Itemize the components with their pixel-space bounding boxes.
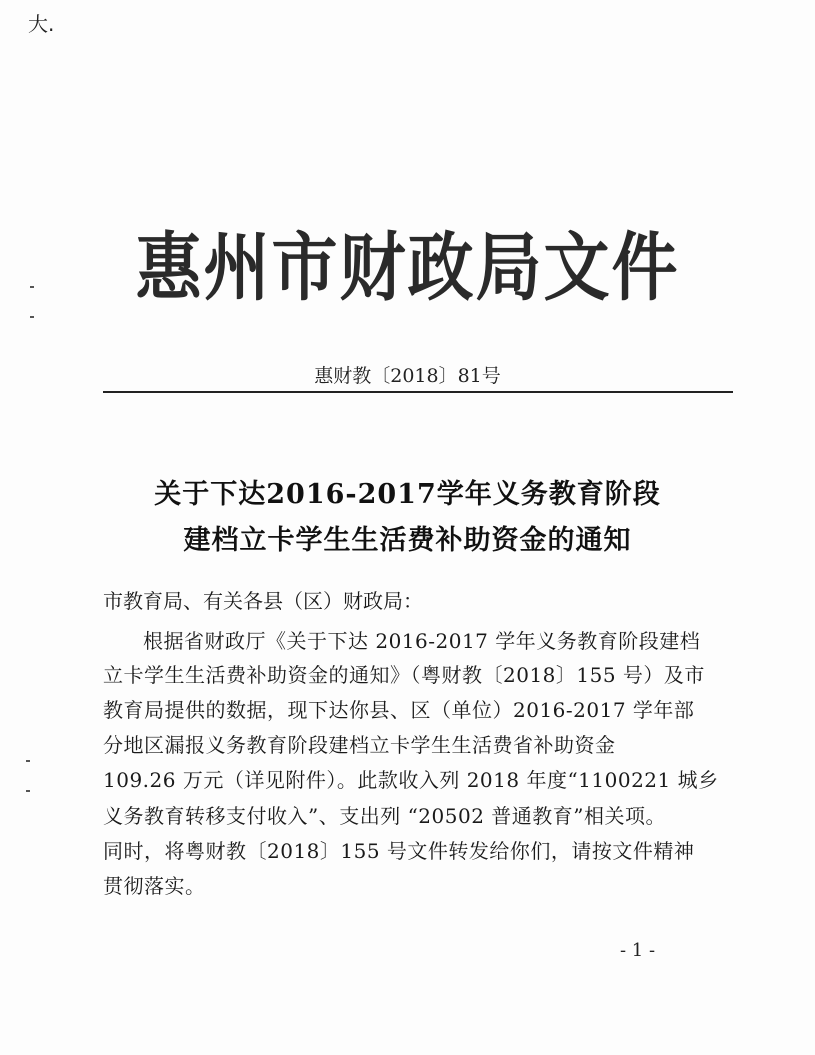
masthead-divider — [103, 391, 733, 393]
scan-speck — [30, 316, 34, 318]
body-line: 同时，将粤财教〔2018〕155 号文件转发给你们，请按文件精神 — [103, 839, 695, 863]
body-line: 根据省财政厅《关于下达 2016-2017 学年义务教育阶段建档 — [143, 629, 701, 653]
page-number: - 1 - — [620, 940, 656, 961]
body-line: 贯彻落实。 — [103, 874, 206, 898]
document-masthead: 惠州市财政局文件 — [135, 224, 680, 312]
scan-speck — [26, 760, 30, 762]
body-line: 义务教育转移支付收入”、支出列 “20502 普通教育”相关项。 — [103, 804, 667, 828]
scan-speck — [26, 790, 30, 792]
body-line: 立卡学生生活费补助资金的通知》（粤财教〔2018〕155 号）及市 — [103, 663, 705, 687]
handwritten-mark: 大. — [28, 12, 55, 36]
body-line: 分地区漏报义务教育阶段建档立卡学生生活费省补助资金 — [103, 733, 616, 757]
salutation: 市教育局、有关各县（区）财政局： — [103, 589, 423, 613]
document-number: 惠财教〔2018〕81号 — [314, 365, 501, 387]
title-line-2: 建档立卡学生生活费补助资金的通知 — [183, 525, 632, 556]
title-line-1: 关于下达2016-2017学年义务教育阶段 — [154, 479, 661, 510]
body-line: 教育局提供的数据，现下达你县、区（单位）2016-2017 学年部 — [103, 698, 695, 722]
body-line: 109.26 万元（详见附件）。此款收入列 2018 年度“1100221 城乡 — [103, 768, 719, 792]
